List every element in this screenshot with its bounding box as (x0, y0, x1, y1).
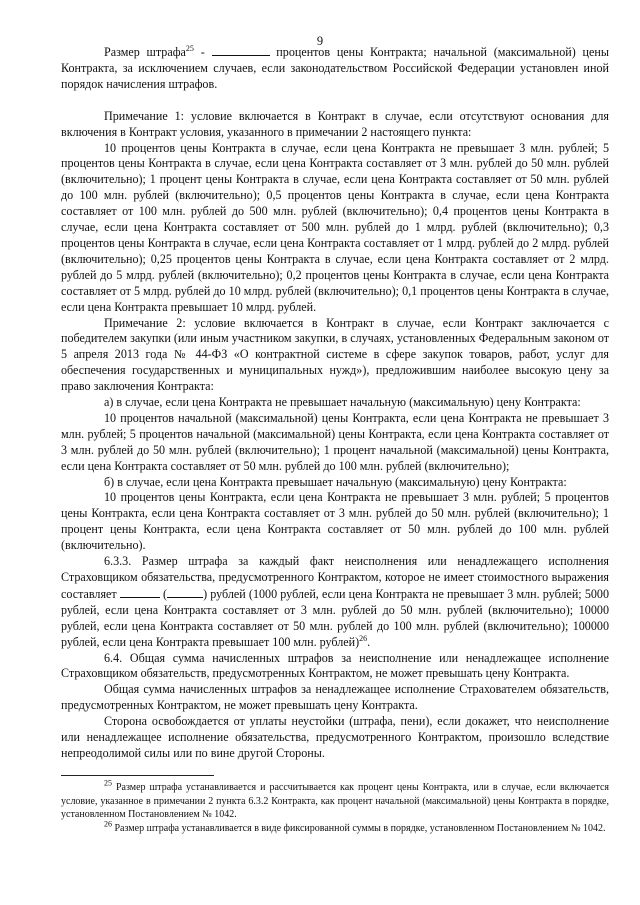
footnotes (61, 778, 609, 835)
footnote-text: Размер штрафа устанавливается и рассчитывается как процент цены Контракта, или в случае, если включается условие, указанное в примечании 2 пункта 6.3.2 Контракта, как процент начальной (максимальной) цены Контракта в порядке, установленном Постановлением № 1042. (61, 782, 609, 820)
footnote-ref-25[interactable]: 25 (185, 43, 194, 53)
footnote-number: 25 (104, 778, 112, 788)
fine-amount-words-blank[interactable] (167, 586, 203, 598)
fine-clause (61, 44, 609, 93)
note2-case-a-body: 10 процентов начальной (максимальной) цены Контракта, если цена Контракта не превышает 3 млн. рублей; 5 процентов начальной (максимальной) цены Контракта, если цена Контракта составляет от 3 млн. рублей до 50 млн. рублей (включительно); 1 процент начальной (максимальной) цены Контракта, если цена Контракта составляет от 50 млн. рублей до 100 млн. рублей (включительно); (61, 410, 609, 473)
page-number: 9 (316, 34, 324, 48)
clause-6-3-3 (61, 554, 609, 650)
clause-6-3-3-paren-open: ( (159, 586, 168, 601)
fine-amount-blank[interactable] (120, 586, 160, 598)
fine-clause-dash: - (193, 45, 212, 59)
clause-6-3-3-end: . (367, 634, 371, 649)
note2-case-a: а) в случае, если цена Контракта не превышает начальную (максимальную) цену Контракта: (104, 395, 581, 410)
footnote-25 (61, 778, 609, 822)
footnote-ref-26[interactable]: 26 (359, 633, 368, 643)
footnote-number: 26 (104, 819, 112, 829)
clause-6-4: 6.4. Общая сумма начисленных штрафов за неисполнение или ненадлежащее исполнение Страховщиком обязательств, предусмотренных Контрактом, не может превышать цену Контракта. (61, 650, 609, 681)
note1-body: 10 процентов цены Контракта в случае, если цена Контракта не превышает 3 млн. рублей; 5 процентов цены Контракта в случае, если цена Контракта составляет от 3 млн. рублей до 50 млн. рублей (включительно); 1 процент цены Контракта в случае, если цена Контракта составляет от 50 млн. рублей до 100 млн. рублей (включительно); 0,5 процентов цены Контракта в случае, если цена Контракта составляет от 100 млн. рублей до 500 млн. рублей (включительно); 0,4 процентов цены Контракта в случае, если цена Контракта составляет от 500 млн. рублей до 1 млрд. рублей (включительно); 0,3 процентов цены Контракта в случае, если цена Контракта составляет от 1 млрд. рублей до 2 млрд. рублей (включительно); 0,25 процентов цены Контракта в случае, если цена Контракта составляет от 2 млрд. рублей до 5 млрд. рублей (включительно); 0,2 процентов цены Контракта в случае, если цена Контракта составляет от 5 млрд. рублей до 10 млрд. рублей (включительно); 0,1 процентов цены Контракта в случае, если цена Контракта превышает 10 млрд. рублей. (61, 140, 609, 314)
fine-clause-text: процентов цены Контракта; начальной (максимальной) цены Контракта, за исключением случаев, если законодательством Российской Федерации установлен иной порядок начисления штрафов. (61, 45, 609, 91)
note2-case-b: б) в случае, если цена Контракта превышает начальную (максимальную) цену Контракта: (104, 474, 567, 489)
footnote-text: Размер штрафа устанавливается в виде фиксированной суммы в порядке, установленном Постановлением № 1042. (112, 822, 606, 834)
fine-percent-blank[interactable] (212, 44, 270, 56)
document-body (61, 44, 609, 762)
footnote-26 (61, 819, 609, 836)
note2-intro: Примечание 2: условие включается в Контракт в случае, если Контракт заключается с победителем закупки (или иным участником закупки, в случаях, установленных Федеральным законом от 5 апреля 2013 года № 44-ФЗ «О контрактной системе в сфере закупок товаров, работ, услуг для обеспечения государственных и муниципальных нужд»), предложившим наиболее высокую цену за право заключения Контракта: (61, 315, 609, 394)
clause-6-3-3-text: 6.3.3. Размер штрафа за каждый факт неисполнения или ненадлежащего исполнения Страховщиком обязательства, предусмотренного Контрактом, которое не имеет стоимостного выражения составляет (61, 554, 609, 601)
fine-clause-prefix: Размер штрафа (104, 45, 186, 59)
note2-case-b-body: 10 процентов цены Контракта, если цена Контракта не превышает 3 млн. рублей; 5 процентов цены Контракта, если цена Контракта составляет от 3 млн. рублей до 50 млн. рублей (включительно); 1 процент цены Контракта, если цена Контракта составляет от 50 млн. рублей до 100 млн. рублей (включительно). (61, 490, 609, 553)
total-fines-paragraph: Общая сумма начисленных штрафов за ненадлежащее исполнение Страхователем обязательств, предусмотренных Контрактом, не может превышать цену Контракта. (61, 682, 609, 713)
force-majeure-paragraph: Сторона освобождается от уплаты неустойки (штрафа, пени), если докажет, что неисполнение или ненадлежащее исполнение обязательства, предусмотренного Контрактом, произошло вследствие непреодолимой силы или по вине другой Стороны. (61, 714, 609, 760)
clause-6-3-3-rest: ) рублей (1000 рублей, если цена Контракта не превышает 3 млн. рублей; 5000 рублей, если цена Контракта составляет от 3 млн. рублей до 50 млн. рублей (включительно); 10000 рублей, если цена Контракта составляет от 50 млн. рублей до 100 млн. рублей (включительно); 100000 рублей, если цена Контракта превышает 100 млн. рублей) (61, 586, 610, 649)
note1-intro: Примечание 1: условие включается в Контракт в случае, если отсутствуют основания для включения в Контракт условия, указанного в примечании 2 настоящего пункта: (61, 108, 609, 139)
footnote-divider (61, 775, 214, 776)
